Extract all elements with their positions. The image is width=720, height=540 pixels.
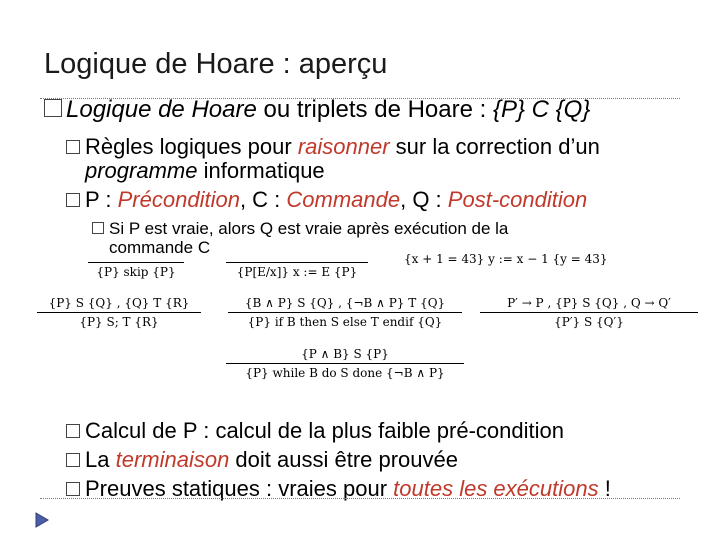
text: sur la correction d’un	[389, 134, 600, 159]
formula: {P ∧ B} S {P}	[301, 347, 389, 361]
bullet-square-icon	[66, 193, 80, 207]
bullet-square-icon	[66, 453, 80, 467]
hoare-logic-term: Logique de Hoare	[66, 96, 257, 123]
skip-axiom	[88, 246, 184, 279]
sequence-rule	[37, 296, 201, 329]
formula: {P} skip {P}	[96, 265, 176, 279]
bullet-if-p	[92, 219, 508, 239]
bullet-rules-cont	[85, 158, 325, 184]
precondition-term: Précondition	[117, 187, 240, 212]
formula: {B ∧ P} S {Q} , {¬B ∧ P} T {Q}	[244, 296, 446, 310]
command-term: Commande	[286, 187, 401, 212]
text: Si P est vraie, alors Q est vraie après exécution de la	[109, 219, 509, 238]
text: , Q :	[400, 187, 448, 212]
footer-divider	[40, 498, 680, 499]
bullet-square-icon	[44, 99, 62, 117]
page-title: Logique de Hoare : aperçu	[44, 48, 388, 80]
hoare-triple-notation: {P} C {Q}	[492, 96, 591, 123]
termination-term: terminaison	[115, 447, 230, 472]
bullet-square-icon	[66, 424, 80, 438]
formula: {P} while B do S done {¬B ∧ P}	[245, 366, 445, 380]
formula: P′ → P , {P} S {Q} , Q → Q′	[507, 296, 671, 310]
bullet-square-icon	[66, 140, 80, 154]
text: Calcul de P : calcul de la plus faible pré-condition	[85, 418, 564, 443]
text: Règles logiques pour	[85, 134, 298, 159]
text: P :	[85, 187, 118, 212]
text: , C :	[239, 187, 287, 212]
nav-triangle-icon[interactable]	[35, 512, 49, 528]
formula: {P′} S {Q′}	[554, 315, 624, 329]
formula: {P} S {Q} , {Q} T {R}	[48, 296, 190, 310]
while-rule	[226, 347, 464, 380]
text: ou triplets de Hoare :	[256, 96, 493, 123]
text: doit aussi être prouvée	[229, 447, 459, 472]
formula: {P} S; T {R}	[79, 315, 159, 329]
program-term: programme	[85, 158, 198, 183]
text: !	[598, 476, 611, 501]
bullet-rules	[66, 134, 600, 160]
if-rule	[228, 296, 462, 329]
bullet-termination	[66, 447, 458, 473]
text: Preuves statiques : vraies pour	[85, 476, 394, 501]
consequence-rule	[480, 296, 698, 329]
assign-example: {x + 1 = 43} y := x − 1 {y = 43}	[404, 252, 608, 266]
text: informatique	[197, 158, 325, 183]
bullet-square-icon	[66, 482, 80, 496]
postcondition-term: Post-condition	[447, 187, 588, 212]
text: La	[85, 447, 116, 472]
bullet-square-icon	[92, 222, 104, 234]
text: commande C	[109, 238, 211, 257]
formula: {P} if B then S else T endif {Q}	[247, 315, 443, 329]
bullet-hoare-logic	[44, 96, 590, 124]
formula: {P[E/x]} x := E {P}	[236, 265, 358, 279]
bullet-weakest-precondition	[66, 418, 564, 444]
all-executions-term: toutes les exécutions	[393, 476, 599, 501]
reason-term: raisonner	[297, 134, 390, 159]
assign-axiom	[226, 246, 368, 279]
bullet-pcq	[66, 187, 587, 213]
